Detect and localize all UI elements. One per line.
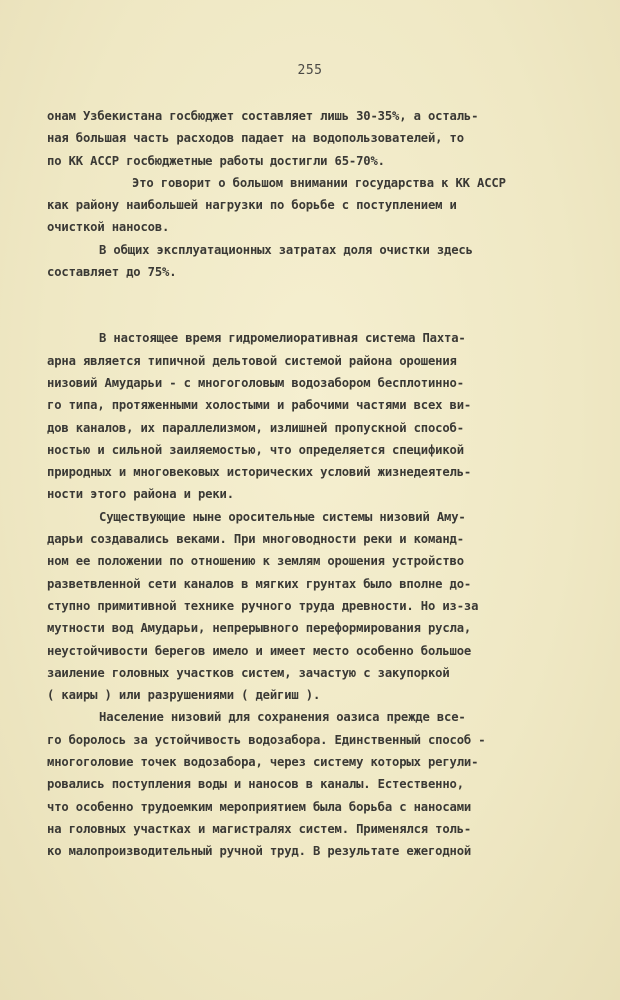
paragraph bbox=[47, 239, 587, 284]
text-line: дов каналов, их параллелизмом, излишней пропускной способ- bbox=[47, 420, 464, 435]
text-line: на головных участках и магистралях систем. Применялся толь- bbox=[47, 821, 472, 836]
text-line: Население низовий для сохранения оазиса прежде все- bbox=[99, 710, 466, 725]
paragraph-gap bbox=[47, 305, 587, 327]
page-number: 255 bbox=[297, 63, 323, 78]
text-line: мутности вод Амударьи, непрерывного переформирования русла, bbox=[47, 621, 472, 636]
text-line: Существующие ныне оросительные системы низовий Аму- bbox=[99, 509, 466, 524]
text-line: ( каиры ) или разрушениями ( дейгиш ). bbox=[47, 688, 321, 703]
body-text bbox=[47, 105, 587, 863]
text-line: ностью и сильной заиляемостью, что определяется спецификой bbox=[47, 442, 464, 457]
text-line: арна является типичной дельтовой системой района орошения bbox=[47, 353, 457, 368]
text-line: что особенно трудоемким мероприятием была борьба с наносами bbox=[47, 799, 472, 814]
text-line: го боролось за устойчивость водозабора. Единственный способ - bbox=[47, 732, 486, 747]
paragraph bbox=[47, 706, 587, 862]
text-line: В общих эксплуатационных затратах доля очистки здесь bbox=[99, 242, 473, 257]
paragraph bbox=[47, 327, 587, 505]
text-line: многоголовие точек водозабора, через систему которых регули- bbox=[47, 755, 479, 770]
text-line: ровались поступления воды и наносов в каналы. Естественно, bbox=[47, 777, 464, 792]
text-line: по КК АССР госбюджетные работы достигли 65-70%. bbox=[47, 153, 385, 168]
text-line: ности этого района и реки. bbox=[47, 487, 234, 502]
text-line: низовий Амударьи - с многоголовым водозабором бесплотинно- bbox=[47, 375, 464, 390]
text-line: В настоящее время гидромелиоративная система Пахта- bbox=[99, 331, 466, 346]
paragraph-gap bbox=[47, 283, 587, 305]
paragraph bbox=[47, 105, 587, 172]
text-line: разветвленной сети каналов в мягких грунтах было вполне до- bbox=[47, 576, 472, 591]
text-line: очисткой наносов. bbox=[47, 220, 170, 235]
text-line: го типа, протяженными холостыми и рабочими частями всех ви- bbox=[47, 398, 472, 413]
text-line: дарьи создавались веками. При многоводности реки и команд- bbox=[47, 532, 464, 547]
text-line: ная большая часть расходов падает на водопользователей, то bbox=[47, 131, 464, 146]
text-line: природных и многовековых исторических условий жизнедеятель- bbox=[47, 465, 472, 480]
text-line: как району наибольшей нагрузки по борьбе с поступлением и bbox=[47, 198, 457, 213]
paragraph bbox=[47, 506, 587, 707]
text-line: ном ее положении по отношению к землям орошения устройство bbox=[47, 554, 464, 569]
text-line: составляет до 75%. bbox=[47, 265, 177, 280]
paragraph bbox=[47, 172, 587, 239]
text-line: Это говорит о большом внимании государства к КК АССР bbox=[132, 175, 506, 190]
text-line: заиление головных участков систем, зачастую с закупоркой bbox=[47, 665, 450, 680]
text-line: ко малопроизводительный ручной труд. В результате ежегодной bbox=[47, 844, 472, 859]
text-line: неустойчивости берегов имело и имеет место особенно большое bbox=[47, 643, 472, 658]
text-line: онам Узбекистана госбюджет составляет лишь 30-35%, а осталь- bbox=[47, 109, 479, 123]
text-line: ступно примитивной технике ручного труда древности. Но из-за bbox=[47, 598, 479, 613]
